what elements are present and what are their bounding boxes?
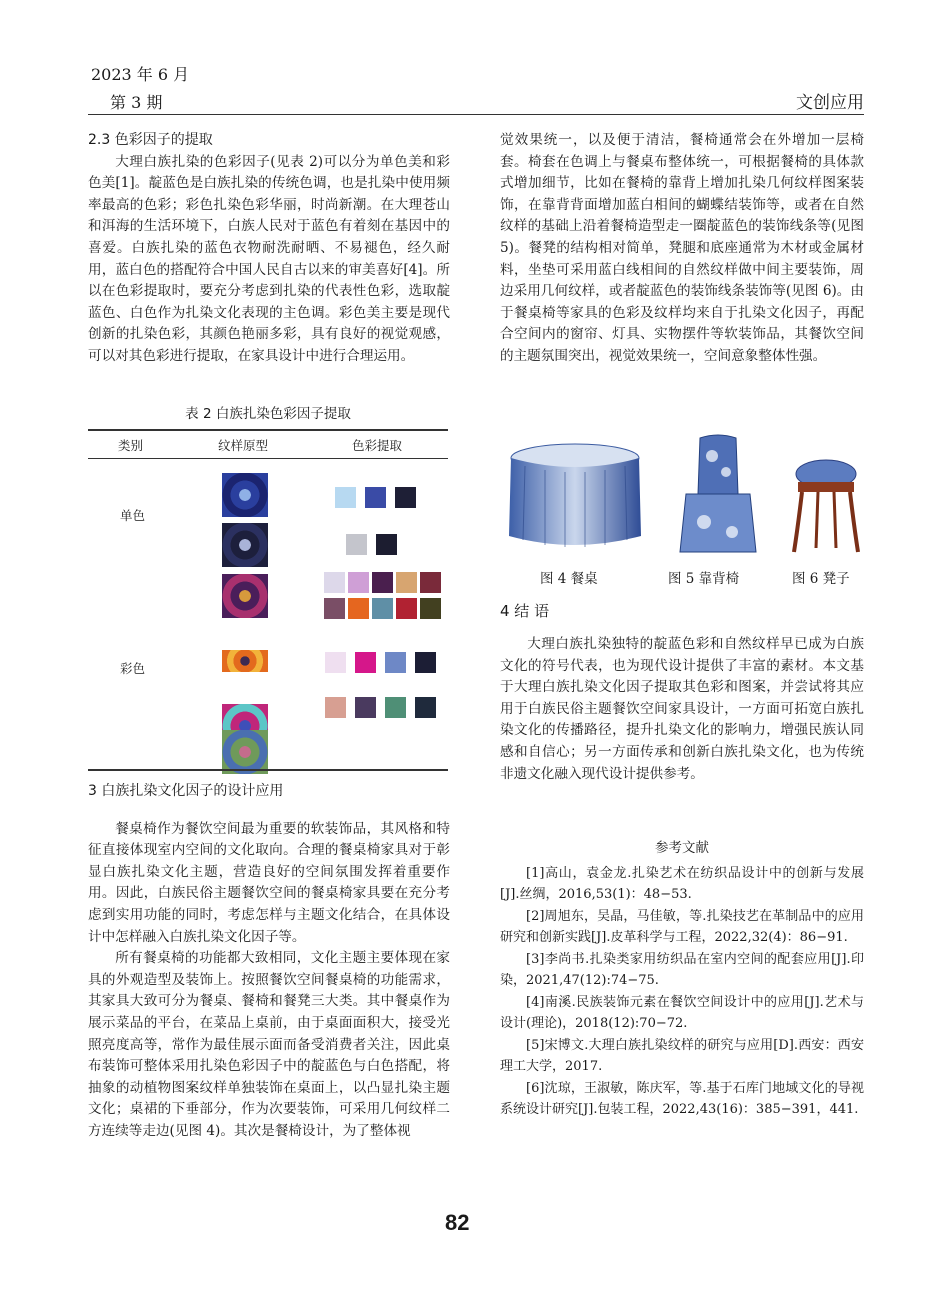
- reference-item: [2]周旭东，吴晶，马佳敏，等.扎染技艺在革制品中的应用研究和创新实践[J].皮革科学与工程，2022,32(4)：86−91.: [500, 909, 864, 945]
- table-bottom-rule: [88, 769, 448, 771]
- category-mono: 单色: [120, 508, 146, 523]
- header-rule: [88, 114, 864, 115]
- color-swatch: [355, 697, 376, 718]
- section-2-3: [88, 130, 450, 368]
- color-swatch: [396, 598, 417, 619]
- reference-item: [6]沈琼，王淑敏，陈庆军，等.基于石库门地域文化的导视系统设计研究[J].包装工程，2022,43(16)：385−391，441.: [500, 1081, 864, 1117]
- color-swatch: [365, 487, 386, 508]
- section-heading-3: 3 白族扎染文化因子的设计应用: [88, 783, 284, 799]
- color-swatch: [415, 652, 436, 673]
- category-color: 彩色: [120, 661, 146, 676]
- tie-dye-pattern-1: [222, 473, 268, 517]
- color-swatch: [372, 598, 393, 619]
- color-swatch: [415, 697, 436, 718]
- figure-table: [505, 436, 645, 556]
- issue-date: 2023 年 6 月: [91, 65, 190, 84]
- paragraph: 所有餐桌椅的功能都大致相同，文化主题主要体现在家具的外观造型及装饰上。按照餐饮空间餐桌椅的功能需求，其家具大致可分为餐桌、餐椅和餐凳三大类。其中餐桌作为展示菜品的平台，在菜品上桌前，由于桌面面积大，接受光照亮度高等，常作为最佳展示面而备受消费者关注，因此桌布装饰可整体采用扎染色彩因子中的靛蓝色与白色搭配，将抽象的动植物图案纹样单独装饰在桌面上，以凸显扎染主题文化；桌裙的下垂部分，作为次要装饰，可采用几何纹样二方连续等走边(见图 4)。其次是餐椅设计，为了整体视: [88, 950, 450, 1139]
- section-3-continued: [500, 130, 864, 368]
- color-swatch: [324, 572, 345, 593]
- section-4: [500, 634, 864, 785]
- color-swatch: [348, 572, 369, 593]
- color-swatch: [372, 572, 393, 593]
- color-swatch: [324, 598, 345, 619]
- color-swatch: [396, 572, 417, 593]
- page-number: 82: [445, 1210, 470, 1235]
- color-swatch: [325, 652, 346, 673]
- table-title: 表 2 白族扎染色彩因子提取: [185, 406, 351, 422]
- color-swatch: [355, 652, 376, 673]
- table-header-pattern: 纹样原型: [218, 438, 269, 453]
- color-swatch: [335, 487, 356, 508]
- color-swatch: [395, 487, 416, 508]
- reference-item: [1]高山，袁金龙.扎染艺术在纺织品设计中的创新与发展[J].丝绸，2016,53(1)：48−53.: [500, 866, 864, 902]
- paragraph: 觉效果统一，以及便于清洁，餐椅通常会在外增加一层椅套。椅套在色调上与餐桌布整体统一，可根据餐椅的具体款式增加细节，比如在餐椅的靠背上增加扎染几何纹样图案装饰，在靠背背面增加蓝白相间的蝴蝶结装饰等，或者在自然纹样的基础上沿着餐椅造型走一圈靛蓝色的装饰线条等(见图 5)。餐凳的结构相对简单，凳腿和底座通常为木材或金属材料，坐垫可采用蓝白线相间的自然纹样做中间主要装饰，周边采用几何纹样，或者靛蓝色的装饰线条装饰等(见图 6)。由于餐桌椅等家具的色彩及纹样均来自于扎染文化因子，再配合空间内的窗帘、灯具、实物摆件等软装饰品，其餐饮空间的主题氛围突出，视觉效果统一，空间意象整体性强。: [500, 132, 864, 364]
- figure-6-caption: 图 6 凳子: [792, 571, 850, 587]
- color-swatch: [376, 534, 397, 555]
- color-swatch: [348, 598, 369, 619]
- figure-stool: [788, 456, 864, 556]
- color-swatch: [420, 598, 441, 619]
- figure-5-caption: 图 5 靠背椅: [668, 571, 740, 587]
- section-3: [88, 781, 450, 1143]
- section-heading-4: 4 结 语: [500, 602, 550, 620]
- figure-chair: [668, 432, 768, 558]
- paragraph: 大理白族扎染独特的靛蓝色彩和自然纹样早已成为白族文化的符号代表，也为现代设计提供了丰富的素材。本文基于大理白族扎染文化因子提取其色彩和图案，并尝试将其应用于白族民俗主题餐饮空间家具设计，一方面可拓宽白族扎染文化的传播路径，提升扎染文化的影响力，增强民族认同感和自信心；另一方面传承和创新白族扎染文化，也为传统非遗文化融入现代设计提供参考。: [500, 636, 864, 782]
- references-title: 参考文献: [655, 840, 709, 856]
- issue-number: 第 3 期: [110, 93, 163, 112]
- references-list: [500, 863, 864, 1121]
- reference-item: [3]李尚书.扎染类家用纺织品在室内空间的配套应用[J].印染，2021,47(12):74−75.: [500, 952, 864, 988]
- color-swatch: [385, 697, 406, 718]
- journal-section: 文创应用: [796, 93, 864, 113]
- table-top-rule: [88, 429, 448, 431]
- color-swatch: [346, 534, 367, 555]
- table-header-rule: [88, 458, 448, 459]
- tie-dye-pattern-3: [222, 574, 268, 618]
- color-swatch: [385, 652, 406, 673]
- section-heading-2-3: 2.3 色彩因子的提取: [88, 132, 213, 148]
- tie-dye-pattern-2: [222, 523, 268, 567]
- figure-4-caption: 图 4 餐桌: [540, 571, 598, 587]
- table-header-color: 色彩提取: [352, 438, 403, 453]
- paragraph: 餐桌椅作为餐饮空间最为重要的软装饰品，其风格和特征直接体现室内空间的文化取向。合理的餐桌椅家具对于彰显白族扎染文化主题，营造良好的空间氛围发挥着重要作用。因此，白族民俗主题餐饮空间的餐桌椅家具要在充分考虑到实用功能的同时，考虑怎样与主题文化结合，在具体设计中怎样融入白族扎染文化因子等。: [88, 820, 450, 945]
- reference-item: [5]宋博文.大理白族扎染纹样的研究与应用[D].西安：西安理工大学，2017.: [500, 1038, 864, 1074]
- paragraph: 大理白族扎染的色彩因子(见表 2)可以分为单色美和彩色美[1]。靛蓝色是白族扎染的传统色调，也是扎染中使用频率最高的色彩；彩色扎染色彩华丽，时尚新潮。在大理苍山和洱海的生活环境下，白族人民对于蓝色有着刻在基因中的喜爱。白族扎染的蓝色衣物耐洗耐晒、不易褪色，经久耐用，蓝白色的搭配符合中国人民自古以来的审美喜好[4]。所以在色彩提取时，要充分考虑到扎染的代表性色彩，选取靛蓝色、白色作为扎染文化表现的主色调。彩色美主要是现代创新的扎染色彩，其颜色艳丽多彩，具有良好的视觉观感，可以对其色彩进行提取，在家具设计中进行合理运用。: [88, 153, 450, 364]
- table-header-category: 类别: [118, 438, 144, 453]
- color-swatch: [420, 572, 441, 593]
- color-swatch: [325, 697, 346, 718]
- reference-item: [4]南溪.民族装饰元素在餐饮空间设计中的应用[J].艺术与设计(理论)，2018(12):70−72.: [500, 995, 864, 1031]
- tie-dye-pattern-6: [222, 730, 268, 774]
- tie-dye-pattern-4: [222, 650, 268, 672]
